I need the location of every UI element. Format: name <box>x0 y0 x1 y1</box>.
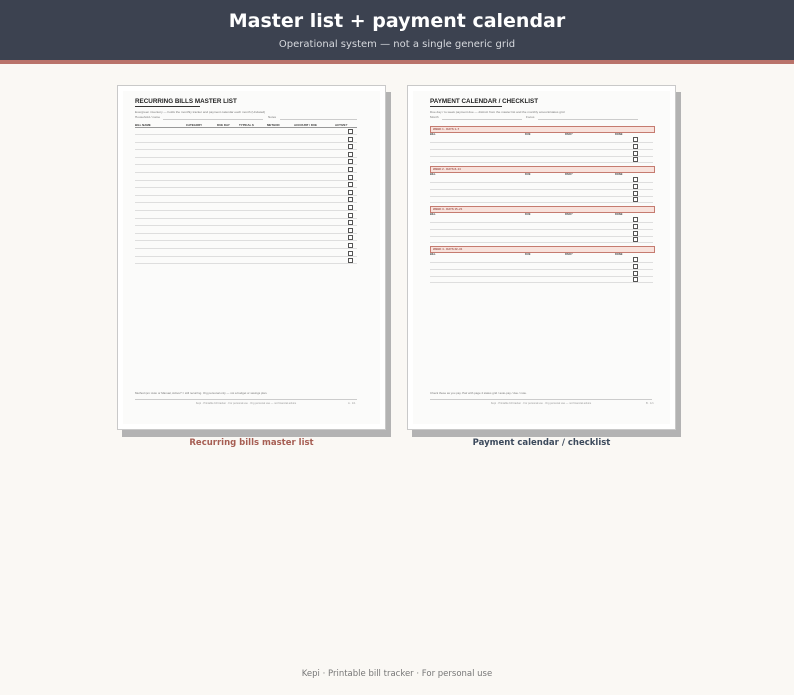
week-header <box>430 166 655 173</box>
table-row <box>135 256 357 257</box>
week-label: WEEK 1 · DAYS 1–7 <box>433 127 460 131</box>
table-row <box>135 248 357 249</box>
week-column-header: PAID? <box>565 253 573 256</box>
table-row <box>135 195 357 196</box>
week-column-header: DUE <box>525 173 531 176</box>
table-row <box>135 240 357 241</box>
month-label: Month <box>430 115 439 119</box>
household-label: Household / name <box>135 115 161 119</box>
table-row <box>430 282 653 283</box>
master-list-footer: Kepi · Printable bill tracker · For personal use · Org personal use — not financial advice <box>195 402 297 405</box>
week-column-header: BILL <box>430 253 436 256</box>
master-list-page-number: A · 1/1 <box>348 402 356 405</box>
master-list-note: Evergreen inventory — holds the monthly tracker and payment calendar each month (Undated) <box>135 110 266 114</box>
household-line <box>163 119 263 120</box>
table-row <box>135 225 357 226</box>
master-list-footnote: Method (an: Auto or Manual, Active? = still recurring. Org personal only — not a budget or savings plan. <box>135 391 268 395</box>
month-line <box>442 119 522 120</box>
table-row <box>135 218 357 219</box>
week-header <box>430 206 655 213</box>
table-row <box>430 262 653 263</box>
col-category: CATEGORY <box>186 123 203 127</box>
calendar-sheet <box>407 85 676 430</box>
master-list-title: RECURRING BILLS MASTER LIST <box>135 98 237 105</box>
calendar-page-number: B · 1/1 <box>646 402 654 405</box>
table-row <box>135 164 357 165</box>
title-underline <box>430 106 502 107</box>
col-account-due: ACCOUNT / DUE <box>294 123 317 127</box>
header-accent-strip <box>0 60 794 64</box>
sheet-paper <box>413 91 670 424</box>
week-header <box>430 126 655 133</box>
week-column-header: DONE <box>615 213 623 216</box>
table-row <box>135 172 357 173</box>
page-title: Master list + payment calendar <box>228 10 566 32</box>
week-column-header: DONE <box>615 173 623 176</box>
col-typical: TYPICAL $ <box>239 123 254 127</box>
week-column-header: PAID? <box>565 173 573 176</box>
calendar-preview[interactable] <box>407 85 676 430</box>
table-row <box>430 196 653 197</box>
table-row <box>135 180 357 181</box>
master-list-caption: Recurring bills master list <box>189 438 314 448</box>
table-row <box>430 242 653 243</box>
table-row <box>135 202 357 203</box>
focus-label: Focus <box>526 115 535 119</box>
table-row <box>430 156 653 157</box>
calendar-footnote: Check these as you pay. Pair with page 4 status grid / auto-pay / due / note. <box>430 391 527 395</box>
week-label: WEEK 3 · DAYS 15–21 <box>433 207 463 211</box>
table-row <box>430 182 653 183</box>
page-subtitle: Operational system — not a single generic grid <box>278 39 516 50</box>
table-row <box>430 269 653 270</box>
week-column-header: DUE <box>525 213 531 216</box>
table-row <box>135 134 357 135</box>
notes-line <box>280 119 357 120</box>
table-row <box>430 189 653 190</box>
col-bill-name: BILL NAME <box>135 123 151 127</box>
calendar-note: Due day / to-week payment due — distinct from the master list and the monthly amount/status grid <box>430 110 565 114</box>
calendar-title: PAYMENT CALENDAR / CHECKLIST <box>430 98 539 105</box>
week-column-header: PAID? <box>565 133 573 136</box>
table-row <box>430 229 653 230</box>
col-method: METHOD <box>267 123 280 127</box>
table-row <box>135 187 357 188</box>
week-column-header: BILL <box>430 213 436 216</box>
week-column-header: DONE <box>615 133 623 136</box>
footer-text: Kepi · Printable bill tracker · For personal use <box>301 669 493 679</box>
table-row <box>135 142 357 143</box>
week-column-header: BILL <box>430 133 436 136</box>
table-row <box>430 202 653 203</box>
week-column-header: DONE <box>615 253 623 256</box>
table-row <box>135 149 357 150</box>
footer-rule <box>430 399 652 400</box>
week-column-header: DUE <box>525 253 531 256</box>
table-row <box>135 263 357 264</box>
table-row <box>430 276 653 277</box>
focus-line <box>538 119 638 120</box>
table-row <box>430 149 653 150</box>
calendar-footer: Kepi · Printable bill tracker · For personal use · Org personal use — not financial advice <box>490 402 592 405</box>
week-label: WEEK 4 · DAYS 22–31 <box>433 247 463 251</box>
title-underline <box>135 106 200 107</box>
table-row <box>430 142 653 143</box>
week-column-header: BILL <box>430 173 436 176</box>
master-list-preview[interactable] <box>117 85 386 430</box>
table-row <box>430 162 653 163</box>
week-header <box>430 246 655 253</box>
table-row <box>430 222 653 223</box>
week-label: WEEK 2 · DAYS 8–14 <box>433 167 461 171</box>
col-active: ACTIVE? <box>335 123 348 127</box>
week-column-header: DUE <box>525 133 531 136</box>
header-rule <box>135 127 357 128</box>
table-row <box>430 236 653 237</box>
col-due-day: DUE DAY <box>217 123 230 127</box>
table-row <box>135 233 357 234</box>
footer-rule <box>135 399 357 400</box>
master-list-sheet <box>117 85 386 430</box>
week-column-header: PAID? <box>565 213 573 216</box>
table-row <box>135 210 357 211</box>
calendar-caption: Payment calendar / checklist <box>472 438 611 448</box>
table-row <box>135 157 357 158</box>
notes-label: Notes <box>268 115 277 119</box>
